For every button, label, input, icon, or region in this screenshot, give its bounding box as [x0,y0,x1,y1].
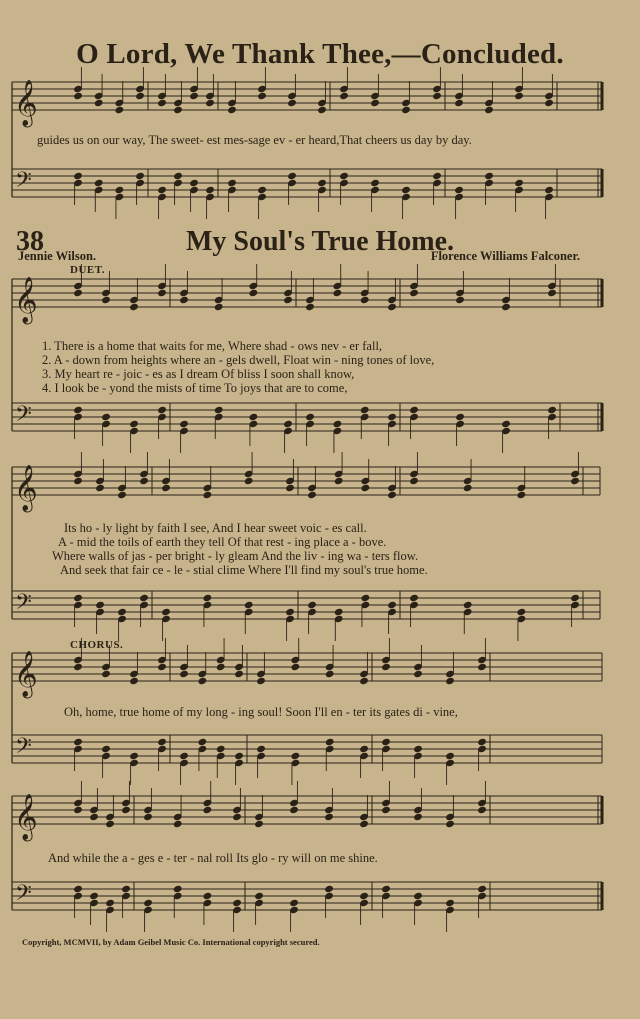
svg-text:𝄢: 𝄢 [15,168,32,198]
duet-marker: DUET. [70,264,105,276]
svg-text:𝄞: 𝄞 [14,277,38,323]
verse1-line-a: 1. There is a home that waits for me, Where shad - ows nev - er fall, [42,339,383,353]
lyric-line-concluded: guides us on our way, The sweet- est mes-sage ev - er heard,That cheers us day by day. [37,133,472,147]
chorus-line-2: And while the a - ges e - ter - nal roll Its glo - ry will on me shine. [48,851,378,865]
svg-text:𝄢: 𝄢 [15,590,32,620]
svg-text:𝄢: 𝄢 [15,734,32,764]
svg-text:𝄞: 𝄞 [14,80,38,126]
copyright-notice: Copyright, MCMVII, by Adam Geibel Music Co. International copyright secured. [22,937,320,947]
chorus-line-1: Oh, home, true home of my long - ing soul! Soon I'll en - ter its gates di - vine, [64,705,458,719]
svg-text:𝄞: 𝄞 [14,465,38,511]
svg-text:𝄢: 𝄢 [15,881,32,911]
chorus-marker: CHORUS. [70,639,124,651]
verse1-line-b: Its ho - ly light by faith I see, And I hear sweet voic - es call. [64,521,367,535]
verse3-line-a: 3. My heart re - joic - es as I dream Of bliss I soon shall know, [42,367,355,381]
page-title: O Lord, We Thank Thee,—Concluded. [76,38,564,70]
svg-text:𝄞: 𝄞 [14,651,38,697]
hymn-number: 38 [16,226,44,257]
verse3-line-b: Where walls of jas - per bright - ly gleam And the liv - ing wa - ters flow. [52,549,419,563]
verse4-line-b: And seek that fair ce - le - stial clime Where I'll find my soul's true home. [60,563,428,577]
verse2-line-a: 2. A - down from heights where an - gels dwell, Float win - ning tones of love, [42,353,435,367]
svg-text:𝄢: 𝄢 [15,402,32,432]
svg-text:𝄞: 𝄞 [14,794,38,840]
hymn-author: Jennie Wilson. [18,249,97,263]
verse4-line-a: 4. I look be - yond the mists of time To joys that are to come, [42,381,348,395]
hymn-title: My Soul's True Home. [185,226,455,257]
verse2-line-b: A - mid the toils of earth they tell Of that rest - ing place a - bove. [58,535,387,549]
hymn-composer: Florence Williams Falconer. [430,249,580,263]
